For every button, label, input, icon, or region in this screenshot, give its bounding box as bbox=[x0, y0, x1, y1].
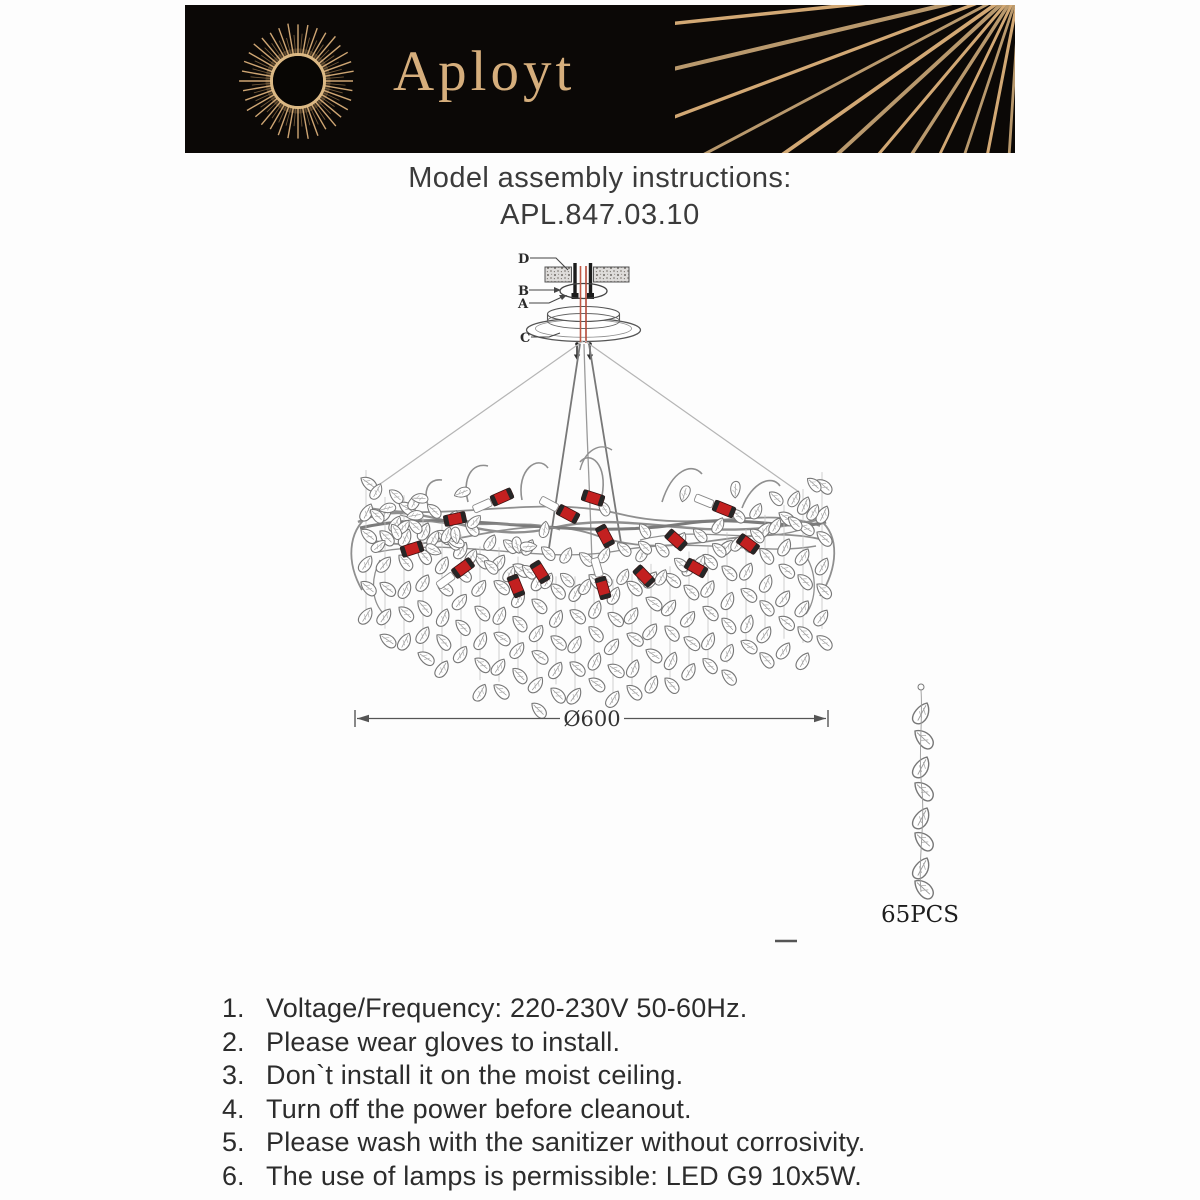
list-item bbox=[185, 1160, 1085, 1191]
list-item bbox=[185, 1062, 1085, 1089]
item-number: 5. bbox=[222, 1127, 245, 1157]
part-label-b: B bbox=[518, 284, 529, 299]
item-text: Turn off the power before cleanout. bbox=[266, 1093, 692, 1124]
item-text: The use of lamps is permissible: LED G9 10x5W. bbox=[266, 1160, 862, 1191]
list-item bbox=[185, 1093, 1085, 1124]
model-number: APL.847.03.10 bbox=[500, 199, 700, 231]
item-number: 4. bbox=[222, 1093, 245, 1124]
list-item bbox=[185, 1129, 1085, 1156]
ceiling-plate bbox=[545, 267, 629, 282]
brand-wordmark: Aployt bbox=[393, 40, 576, 103]
item-number: 6. bbox=[222, 1160, 245, 1191]
crystal-strands bbox=[356, 470, 936, 902]
corner-rays-decoration bbox=[675, 5, 1015, 153]
brand-banner bbox=[185, 5, 1015, 153]
item-text: Please wash with the sanitizer without corrosivity. bbox=[266, 1127, 866, 1157]
list-item bbox=[185, 995, 1085, 1022]
part-label-a: A bbox=[518, 297, 529, 312]
assembly-diagram bbox=[180, 248, 1020, 960]
item-text: Voltage/Frequency: 220-230V 50-60Hz. bbox=[266, 993, 748, 1023]
sunburst-logo-icon bbox=[185, 5, 415, 153]
strand-count-label: 65PCS bbox=[880, 902, 960, 928]
canopy bbox=[527, 307, 641, 342]
part-label-c: C bbox=[520, 331, 531, 346]
title-line1: Model assembly instructions: bbox=[408, 162, 792, 194]
item-text: Don`t install it on the moist ceiling. bbox=[266, 1060, 684, 1090]
part-label-d: D bbox=[518, 252, 530, 267]
page-title bbox=[185, 160, 1015, 233]
item-number: 1. bbox=[222, 993, 245, 1023]
item-number: 3. bbox=[222, 1060, 245, 1090]
list-item bbox=[185, 1026, 1085, 1057]
dimension-label: Ø600 bbox=[563, 707, 621, 731]
item-number: 2. bbox=[222, 1026, 245, 1057]
instruction-list bbox=[185, 995, 1085, 1196]
item-text: Please wear gloves to install. bbox=[266, 1026, 621, 1057]
